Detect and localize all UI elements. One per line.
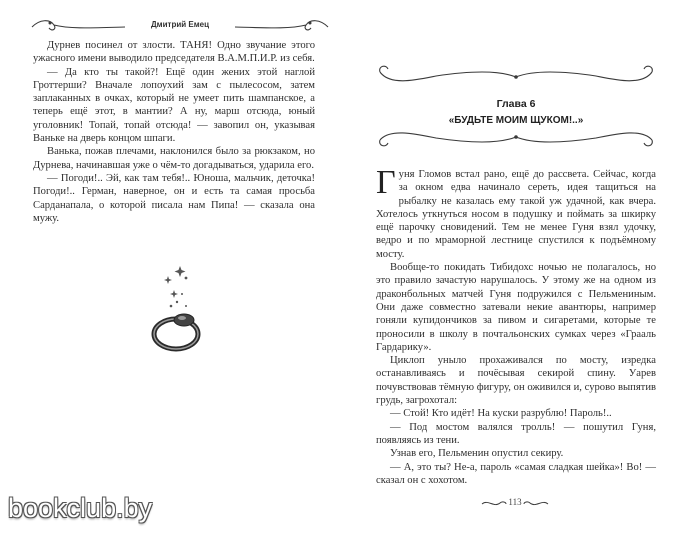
paragraph: — Под мостом валялся тролль! — пошутил Гуня, появляясь из тени. xyxy=(376,421,656,446)
paragraph: Узнав его, Пельменин опустил секиру. xyxy=(390,448,564,460)
page-number-right-flourish-icon xyxy=(522,499,550,509)
paragraph: Дурнев посинел от злости. ТАНЯ! Одно звучание этого ужасного имени выводило председателя В.А.М.П.И.Р. из себя. xyxy=(33,40,315,65)
chapter-title: «БУДЬТЕ МОИМ ЩУКОМ!..» xyxy=(448,115,584,126)
first-paragraph-text: уня Гломов встал рано, ещё до рассвета. Сейчас, когда за окном едва начинало сереть, идея тащиться на рыбалку не казалась ему такой уж удачной, как вчера. Хотелось уткнуться носом в подушку и поймать за шкирку ещё парочку сновидений. Тем не менее Гуня взял удочку, ведро и по мраморной лестнице спустился к подъёмному мосту. xyxy=(376,169,656,260)
left-page-text xyxy=(33,39,315,225)
watermark: bookclub.by xyxy=(8,493,153,523)
paragraph: — Погоди!.. Эй, как там тебя!.. Юноша, мальчик, деточка! Погоди!.. Герман, наверное, он и есть та самая просьба Сарданапала, о которой писала нам Пипа! — сказала она мужу. xyxy=(33,172,315,224)
chapter-number: Глава 6 xyxy=(496,98,536,110)
page-number: 113 xyxy=(508,497,522,507)
drop-cap: Г xyxy=(376,164,396,201)
paragraph: — А, это ты? Не-а, пароль «самая сладкая шейка»! Во! — сказал он с хохотом. xyxy=(376,461,656,486)
magic-ring-illustration-icon xyxy=(140,262,220,362)
paragraph: — Стой! Кто идёт! На куски разрублю! Пароль!.. xyxy=(390,408,612,420)
chapter-bottom-flourish-icon xyxy=(376,128,656,156)
chapter-top-flourish-icon xyxy=(376,62,656,92)
paragraph: Циклоп уныло прохаживался по мосту, изредка останавливаясь и почёсывая секирой спину. Уарев почувствовав тёмную фигуру, он оживился и, сурово выпятив грудь, загрохотал: xyxy=(376,355,656,407)
paragraph: — Да кто ты такой?! Ещё один жених этой наглой Гроттерши? Вначале лопоухий зам с пылесосом, затем заплаканных в очках, который не умеет пить шампанское, а теперь ещё этот, в мантии? А ну, марш отсюда, юный уголовник! Топай, топай отсюда! — завопил он, указывая Ваньке на дверь концом шпаги. xyxy=(33,66,315,145)
running-head-author: Дмитрий Емец xyxy=(150,20,210,29)
running-head xyxy=(30,17,330,37)
right-page-text xyxy=(376,164,656,487)
paragraph: Ванька, пожав плечами, наклонился было за рюкзаком, но Дурнева, начинавшая уже о чём-то догадываться, ударила его. xyxy=(33,146,315,171)
paragraph: Вообще-то покидать Тибидохс ночью не полагалось, но это правило зачастую нарушалось. У этому же на одном из драконбольных матчей Гуня подружился с Пельмениным. Они даже совместно затевали некие авантюры, например гоняли купидончиков за пивом и сигаретами, которые те проносили в школу в почтальонских сумках через «Грааль Гардарику». xyxy=(376,262,656,353)
first-paragraph xyxy=(376,164,656,261)
